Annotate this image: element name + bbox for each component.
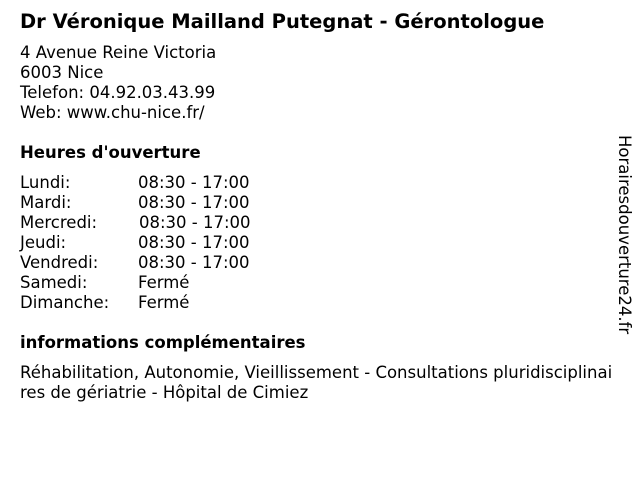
time-value: 08:30 - 17:00 <box>138 193 250 212</box>
time-value: 08:30 - 17:00 <box>138 173 250 192</box>
day-label: Dimanche: <box>20 293 110 312</box>
time-value: Fermé <box>138 293 190 312</box>
address-block <box>20 43 616 123</box>
opening-hours-heading: Heures d'ouverture <box>20 143 201 162</box>
hours-row-thursday <box>20 233 616 253</box>
street-address: 4 Avenue Reine Victoria <box>20 43 217 62</box>
time-value: 08:30 - 17:00 <box>139 213 251 232</box>
day-label: Vendredi: <box>20 253 99 272</box>
day-label: Jeudi: <box>20 233 67 252</box>
additional-info-text: Réhabilitation, Autonomie, Vieillissement - Consultations pluridisciplinaires de gériatrie - Hôpital de Cimiez <box>20 363 613 402</box>
day-label: Lundi: <box>20 173 71 192</box>
website-link[interactable]: Web: www.chu-nice.fr/ <box>20 103 205 122</box>
page-title: Dr Véronique Mailland Putegnat - Gérontologue <box>20 10 545 33</box>
day-label: Mercredi: <box>20 213 98 232</box>
time-value: 08:30 - 17:00 <box>138 253 250 272</box>
time-value: Fermé <box>138 273 190 292</box>
hours-row-saturday <box>20 273 616 293</box>
time-value: 08:30 - 17:00 <box>138 233 250 252</box>
day-label: Mardi: <box>20 193 72 212</box>
hours-row-friday <box>20 253 616 273</box>
site-watermark: Horairesdouverture24.fr <box>615 135 634 335</box>
additional-info-heading: informations complémentaires <box>20 333 306 352</box>
city-postcode: 6003 Nice <box>20 63 104 82</box>
day-label: Samedi: <box>20 273 88 292</box>
phone-number: Telefon: 04.92.03.43.99 <box>20 83 216 102</box>
opening-hours-table <box>20 173 616 313</box>
hours-row-monday <box>20 173 616 193</box>
hours-row-tuesday <box>20 193 616 213</box>
hours-row-sunday <box>20 293 616 313</box>
hours-row-wednesday <box>20 213 616 233</box>
business-card <box>20 9 616 403</box>
